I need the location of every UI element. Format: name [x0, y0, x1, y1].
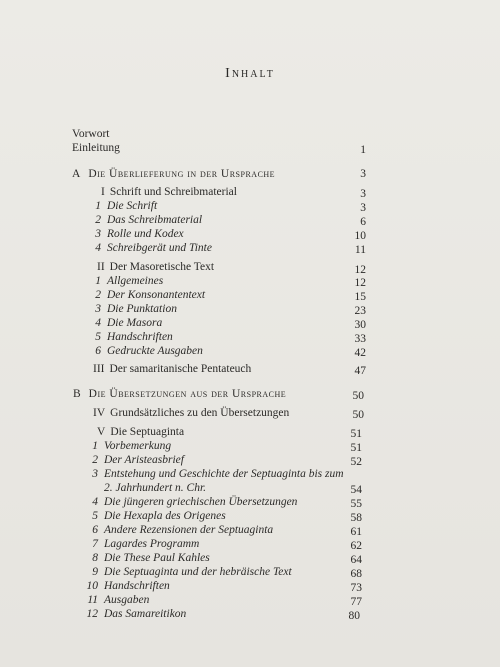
- toc-section-i: [101, 185, 237, 199]
- toc-page-number: 42: [354, 347, 366, 359]
- toc-item: 9 Die Septuaginta und der hebräische Text: [92, 566, 292, 578]
- section-numeral: II: [97, 261, 105, 273]
- toc-item: 3 Die Punktation: [95, 303, 177, 315]
- toc-part-a: [72, 167, 275, 181]
- section-label: Schrift und Schreibmaterial: [109, 186, 237, 198]
- toc-page-number: 3: [360, 188, 366, 200]
- toc-item: 1 Die Schrift: [95, 200, 158, 212]
- toc-page-number: 68: [350, 568, 362, 580]
- part-label: Die Übersetzungen aus der Ursprache: [88, 388, 287, 400]
- toc-item: 1 Allgemeines: [95, 275, 164, 287]
- part-label: Die Überlieferung in der Ursprache: [88, 168, 276, 180]
- toc-section-iii: [93, 362, 251, 376]
- toc-entry-einleitung: [72, 141, 120, 155]
- toc-item: 11 Ausgaben: [87, 594, 150, 606]
- toc-page-number: 50: [352, 409, 364, 421]
- toc-item: 2 Der Konsonantentext: [95, 289, 206, 301]
- toc-page-number: 30: [354, 319, 366, 331]
- toc-item: 2 Der Aristeasbrief: [92, 454, 184, 466]
- toc-page-number: 51: [350, 428, 362, 440]
- toc-page-number: 55: [350, 498, 362, 510]
- toc-page-number: 58: [350, 512, 362, 524]
- toc-item: 1 Vorbemerkung: [92, 440, 172, 452]
- toc-page-number: 47: [354, 365, 366, 377]
- part-letter: A: [72, 168, 81, 180]
- toc-page-number: 12: [354, 264, 366, 276]
- toc-entry-label: Einleitung: [72, 142, 120, 154]
- toc-page-number: 3: [360, 202, 366, 214]
- toc-item: 3 Rolle und Kodex: [95, 228, 184, 240]
- section-numeral: IV: [93, 407, 106, 419]
- toc-page-number: 11: [354, 244, 366, 256]
- toc-item: 8 Die These Paul Kahles: [92, 552, 210, 564]
- toc-page-number: 52: [350, 456, 362, 468]
- toc-item: 5 Handschriften: [95, 331, 173, 343]
- section-numeral: III: [93, 363, 105, 375]
- toc-item: 4 Schreibgerät und Tinte: [95, 242, 212, 254]
- toc-entry-label: Vorwort: [72, 128, 110, 140]
- toc-page-number: 54: [350, 484, 362, 496]
- toc-page-number: 77: [350, 596, 362, 608]
- toc-page-number: 73: [350, 582, 362, 594]
- toc-page-number: 64: [350, 554, 362, 566]
- toc-part-b: [73, 387, 286, 401]
- toc-page-number: 12: [354, 277, 366, 289]
- toc-page-number: 10: [354, 230, 366, 242]
- toc-page-number: 33: [354, 333, 366, 345]
- toc-section-ii: [97, 260, 214, 274]
- toc-entry-vorwort: [72, 127, 109, 141]
- toc-item: 10 Handschriften: [86, 580, 170, 592]
- section-label: Die Septuaginta: [110, 426, 185, 438]
- toc-page-number: 1: [360, 144, 366, 156]
- section-numeral: V: [97, 426, 106, 438]
- toc-item: 5 Die Hexapla des Origenes: [92, 510, 226, 522]
- toc-item: 7 Lagardes Programm: [92, 538, 200, 550]
- toc-page-number: 15: [354, 291, 366, 303]
- section-label: Der samaritanische Pentateuch: [109, 363, 252, 375]
- toc-section-v: [97, 425, 184, 439]
- toc-item-continuation: 2. Jahrhundert n. Chr.: [104, 482, 207, 494]
- toc-item: 3 Entstehung und Geschichte der Septuaginta bis zum: [92, 468, 344, 480]
- section-label: Der Masoretische Text: [109, 261, 215, 273]
- toc-page-number: 62: [350, 540, 362, 552]
- page-title: Inhalt: [225, 66, 275, 81]
- toc-section-iv: [93, 406, 289, 420]
- toc-page-number: 80: [348, 610, 360, 622]
- toc-page-number: 23: [354, 305, 366, 317]
- toc-item: 12 Das Samareitikon: [86, 608, 187, 620]
- toc-page-number: 3: [360, 168, 366, 180]
- section-numeral: I: [101, 186, 105, 198]
- toc-page-number: 61: [350, 526, 362, 538]
- toc-page-number: 51: [350, 442, 362, 454]
- toc-item: 2 Das Schreibmaterial: [95, 214, 203, 226]
- toc-page-number: 6: [360, 216, 366, 228]
- toc-item: 4 Die jüngeren griechischen Übersetzungen: [92, 496, 298, 508]
- toc-item: 4 Die Masora: [95, 317, 163, 329]
- toc-item: 6 Andere Rezensionen der Septuaginta: [92, 524, 274, 536]
- part-letter: B: [73, 388, 81, 400]
- toc-item: 6 Gedruckte Ausgaben: [95, 345, 203, 357]
- toc-page-number: 50: [352, 390, 364, 402]
- section-label: Grundsätzliches zu den Übersetzungen: [110, 407, 290, 419]
